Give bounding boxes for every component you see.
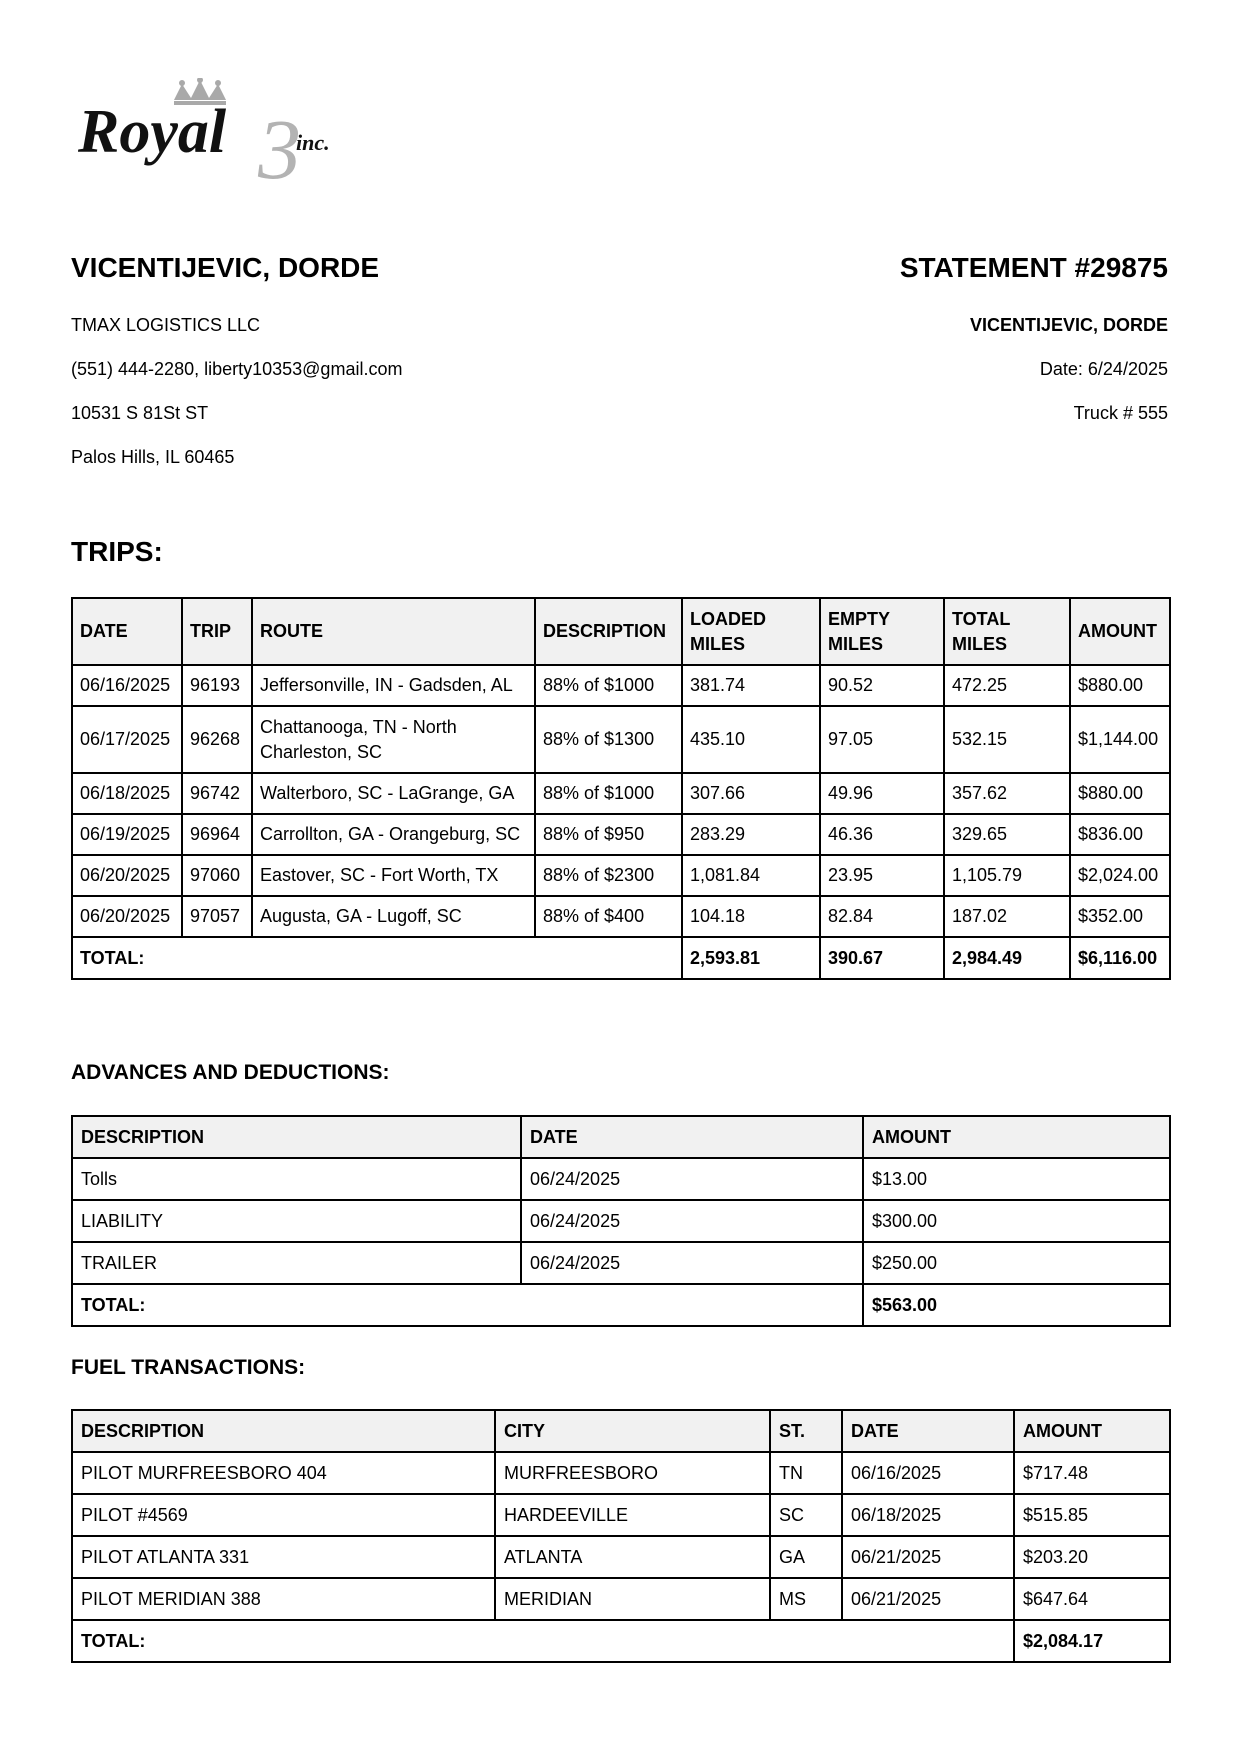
cell-date: 06/24/2025: [521, 1158, 863, 1200]
advances-table: [71, 1115, 1171, 1327]
cell-amount: $300.00: [863, 1200, 1170, 1242]
table-row: [72, 1158, 1170, 1200]
column-header: ST.: [770, 1410, 842, 1452]
table-header-row: [72, 1410, 1170, 1452]
column-header: LOADED MILES: [682, 598, 820, 665]
column-header: DESCRIPTION: [535, 598, 682, 665]
cell-amount: $515.85: [1014, 1494, 1170, 1536]
column-header: DATE: [842, 1410, 1014, 1452]
cell-description: 88% of $950: [535, 814, 682, 855]
cell-amount: $250.00: [863, 1242, 1170, 1284]
table-row: [72, 1200, 1170, 1242]
cell-amount: $352.00: [1070, 896, 1170, 937]
cell-loaded: 307.66: [682, 773, 820, 814]
cell-trip: 96964: [182, 814, 252, 855]
cell-empty: 90.52: [820, 665, 944, 706]
cell-trip: 96268: [182, 706, 252, 773]
cell-empty: 82.84: [820, 896, 944, 937]
cell-route: Augusta, GA - Lugoff, SC: [252, 896, 535, 937]
cell-route: Walterboro, SC - LaGrange, GA: [252, 773, 535, 814]
table-row: [72, 814, 1170, 855]
cell-route: Carrollton, GA - Orangeburg, SC: [252, 814, 535, 855]
table-row: [72, 706, 1170, 773]
cell-amount: $13.00: [863, 1158, 1170, 1200]
logo-numeral: 3: [258, 101, 301, 190]
cell-description: PILOT MERIDIAN 388: [72, 1578, 495, 1620]
cell-date: 06/16/2025: [842, 1452, 1014, 1494]
cell-description: 88% of $1000: [535, 665, 682, 706]
total-row: [72, 1284, 1170, 1326]
table-row: [72, 855, 1170, 896]
table-header-row: [72, 1116, 1170, 1158]
column-header: AMOUNT: [863, 1116, 1170, 1158]
cell-state: GA: [770, 1536, 842, 1578]
truck-number: Truck # 555: [1073, 403, 1168, 423]
cell-loaded: 435.10: [682, 706, 820, 773]
cell-date: 06/21/2025: [842, 1536, 1014, 1578]
cell-trip: 96193: [182, 665, 252, 706]
cell-state: TN: [770, 1452, 842, 1494]
cell-city: HARDEEVILLE: [495, 1494, 770, 1536]
cell-amount: $880.00: [1070, 665, 1170, 706]
cell-amount: $1,144.00: [1070, 706, 1170, 773]
total-total: 2,984.49: [944, 937, 1070, 979]
table-row: [72, 1452, 1170, 1494]
cell-description: LIABILITY: [72, 1200, 521, 1242]
advances-title: ADVANCES AND DEDUCTIONS:: [71, 1061, 390, 1084]
cell-description: PILOT MURFREESBORO 404: [72, 1452, 495, 1494]
cell-amount: $717.48: [1014, 1452, 1170, 1494]
cell-route: Chattanooga, TN - North Charleston, SC: [252, 706, 535, 773]
cell-loaded: 283.29: [682, 814, 820, 855]
logo-text: Royal: [78, 98, 227, 166]
statement-date: Date: 6/24/2025: [1039, 359, 1168, 379]
driver-name: VICENTIJEVIC, DORDE: [71, 252, 380, 283]
column-header: DESCRIPTION: [72, 1410, 495, 1452]
cell-state: SC: [770, 1494, 842, 1536]
cell-loaded: 1,081.84: [682, 855, 820, 896]
contact-info: (551) 444-2280, liberty10353@gmail.com: [71, 359, 403, 379]
cell-amount: $880.00: [1070, 773, 1170, 814]
cell-empty: 46.36: [820, 814, 944, 855]
cell-amount: $203.20: [1014, 1536, 1170, 1578]
trips-table: [71, 597, 1171, 980]
driver-info: [71, 250, 631, 468]
total-row: [72, 937, 1170, 979]
address-line-1: 10531 S 81St ST: [71, 403, 209, 423]
cell-total: 357.62: [944, 773, 1070, 814]
statement-driver-name: VICENTIJEVIC, DORDE: [969, 315, 1168, 335]
cell-description: 88% of $400: [535, 896, 682, 937]
table-row: [72, 665, 1170, 706]
cell-date: 06/19/2025: [72, 814, 182, 855]
cell-date: 06/18/2025: [72, 773, 182, 814]
total-loaded: 2,593.81: [682, 937, 820, 979]
cell-date: 06/24/2025: [521, 1242, 863, 1284]
total-empty: 390.67: [820, 937, 944, 979]
cell-amount: $647.64: [1014, 1578, 1170, 1620]
total-label: TOTAL:: [72, 937, 682, 979]
cell-date: 06/18/2025: [842, 1494, 1014, 1536]
table-row: [72, 1536, 1170, 1578]
cell-date: 06/20/2025: [72, 855, 182, 896]
royal3-logo: [78, 78, 388, 190]
cell-route: Eastover, SC - Fort Worth, TX: [252, 855, 535, 896]
total-label: TOTAL:: [72, 1620, 1014, 1662]
cell-total: 472.25: [944, 665, 1070, 706]
total-label: TOTAL:: [72, 1284, 863, 1326]
cell-amount: $2,024.00: [1070, 855, 1170, 896]
table-row: [72, 1494, 1170, 1536]
total-amount: $6,116.00: [1070, 937, 1170, 979]
company-logo: [78, 78, 388, 190]
column-header: TRIP: [182, 598, 252, 665]
column-header: AMOUNT: [1070, 598, 1170, 665]
cell-city: MERIDIAN: [495, 1578, 770, 1620]
cell-date: 06/24/2025: [521, 1200, 863, 1242]
cell-total: 1,105.79: [944, 855, 1070, 896]
cell-description: 88% of $2300: [535, 855, 682, 896]
cell-description: Tolls: [72, 1158, 521, 1200]
total-row: [72, 1620, 1170, 1662]
cell-loaded: 104.18: [682, 896, 820, 937]
column-header: TOTAL MILES: [944, 598, 1070, 665]
total-amount: $563.00: [863, 1284, 1170, 1326]
cell-description: PILOT ATLANTA 331: [72, 1536, 495, 1578]
logo-suffix: inc.: [296, 130, 330, 155]
column-header: DATE: [72, 598, 182, 665]
total-amount: $2,084.17: [1014, 1620, 1170, 1662]
fuel-table: [71, 1409, 1171, 1663]
cell-empty: 23.95: [820, 855, 944, 896]
cell-total: 329.65: [944, 814, 1070, 855]
column-header: ROUTE: [252, 598, 535, 665]
cell-trip: 97057: [182, 896, 252, 937]
table-header-row: [72, 598, 1170, 665]
table-row: [72, 1242, 1170, 1284]
cell-description: PILOT #4569: [72, 1494, 495, 1536]
cell-trip: 96742: [182, 773, 252, 814]
table-row: [72, 1578, 1170, 1620]
cell-date: 06/16/2025: [72, 665, 182, 706]
cell-date: 06/20/2025: [72, 896, 182, 937]
cell-description: TRAILER: [72, 1242, 521, 1284]
cell-date: 06/17/2025: [72, 706, 182, 773]
cell-amount: $836.00: [1070, 814, 1170, 855]
cell-description: 88% of $1000: [535, 773, 682, 814]
cell-loaded: 381.74: [682, 665, 820, 706]
cell-date: 06/21/2025: [842, 1578, 1014, 1620]
statement-title: STATEMENT #29875: [899, 252, 1168, 283]
cell-empty: 49.96: [820, 773, 944, 814]
statement-info: [608, 250, 1168, 424]
table-row: [72, 773, 1170, 814]
company-name: TMAX LOGISTICS LLC: [71, 315, 261, 335]
cell-state: MS: [770, 1578, 842, 1620]
cell-city: MURFREESBORO: [495, 1452, 770, 1494]
fuel-title: FUEL TRANSACTIONS:: [71, 1356, 306, 1379]
trips-title: TRIPS:: [71, 536, 163, 567]
cell-route: Jeffersonville, IN - Gadsden, AL: [252, 665, 535, 706]
table-row: [72, 896, 1170, 937]
cell-city: ATLANTA: [495, 1536, 770, 1578]
column-header: DATE: [521, 1116, 863, 1158]
column-header: CITY: [495, 1410, 770, 1452]
cell-total: 187.02: [944, 896, 1070, 937]
column-header: DESCRIPTION: [72, 1116, 521, 1158]
column-header: AMOUNT: [1014, 1410, 1170, 1452]
cell-total: 532.15: [944, 706, 1070, 773]
cell-trip: 97060: [182, 855, 252, 896]
cell-empty: 97.05: [820, 706, 944, 773]
cell-description: 88% of $1300: [535, 706, 682, 773]
column-header: EMPTY MILES: [820, 598, 944, 665]
address-line-2: Palos Hills, IL 60465: [71, 447, 235, 467]
